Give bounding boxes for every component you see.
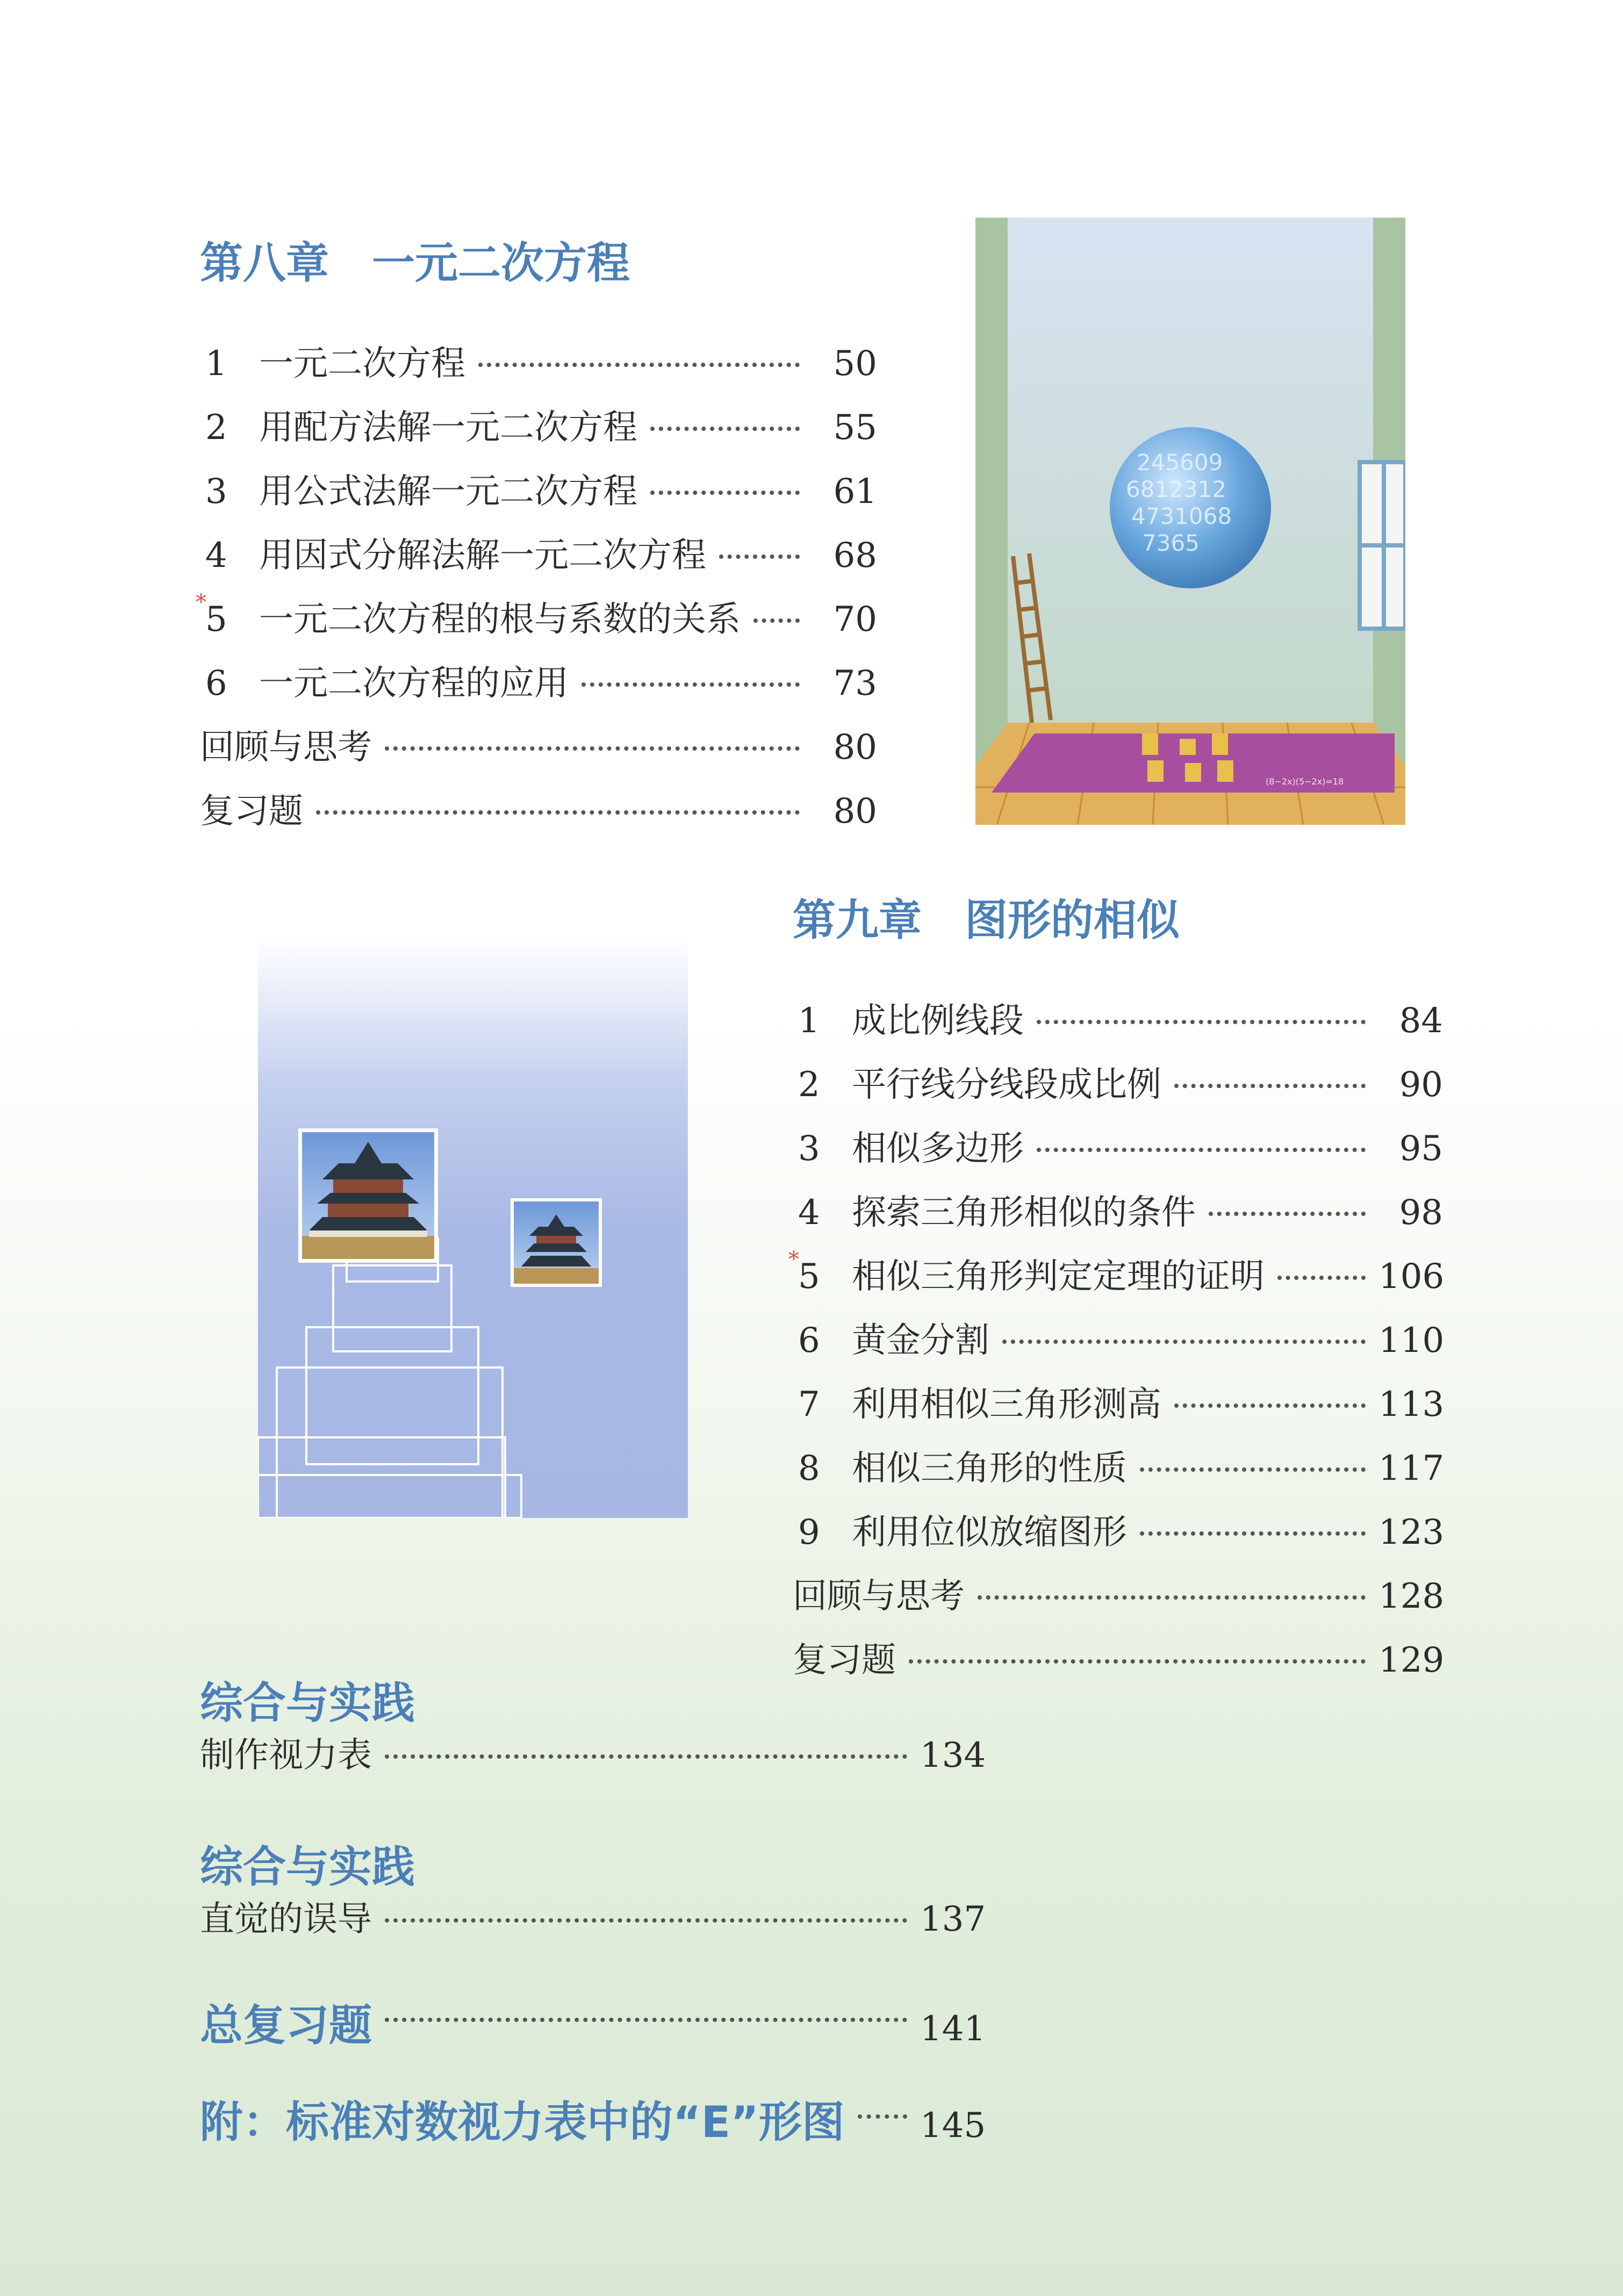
- toc-entry-number-text: 9: [798, 1513, 820, 1552]
- toc-entry-text: 用配方法解一元二次方程: [259, 408, 637, 448]
- toc-entry[interactable]: [793, 993, 1443, 1057]
- toc-entry-text: 黄金分割: [852, 1321, 989, 1361]
- review-entry[interactable]: [200, 1991, 985, 2055]
- toc-entry-number-text: 2: [205, 408, 227, 448]
- leader-dots: [1209, 1212, 1366, 1216]
- appendix-entry[interactable]: [200, 2088, 985, 2152]
- toc-entry-text: 一元二次方程的根与系数的关系: [259, 600, 741, 639]
- toc-entry[interactable]: [200, 464, 877, 528]
- leader-dots: [650, 427, 800, 431]
- toc-entry[interactable]: [793, 1185, 1443, 1249]
- leader-dots: [478, 363, 800, 367]
- toc-entry-page: 61: [833, 472, 877, 512]
- toc-entry-page: 84: [1399, 1001, 1443, 1041]
- leader-dots: [858, 2114, 907, 2119]
- toc-entry-number: [200, 536, 259, 575]
- toc-entry-number-text: 5: [798, 1257, 820, 1297]
- toc-entry-page: 113: [1378, 1385, 1445, 1424]
- toc-entry-text: 一元二次方程: [259, 344, 465, 384]
- toc-entry-text: 利用相似三角形测高: [852, 1385, 1161, 1424]
- toc-entry-text: 平行线分线段成比例: [852, 1065, 1161, 1105]
- toc-entry[interactable]: [793, 1505, 1443, 1568]
- toc-entry-number-text: 7: [798, 1385, 820, 1424]
- leader-dots: [385, 1918, 907, 1923]
- toc-entry-number: [200, 344, 259, 384]
- toc-entry-number: [793, 1321, 852, 1361]
- toc-entry-number: [200, 408, 259, 448]
- toc-entry-page: 80: [833, 728, 877, 767]
- temple-photo-large: [298, 1128, 438, 1263]
- toc-entry[interactable]: [793, 1377, 1443, 1441]
- toc-entry-text: 用因式分解法解一元二次方程: [259, 536, 706, 575]
- leader-dots: [1174, 1084, 1366, 1088]
- toc-entry[interactable]: [200, 400, 877, 464]
- review-page: 141: [920, 2009, 986, 2049]
- toc-entry-page: 128: [1378, 1577, 1445, 1616]
- leader-dots: [978, 1595, 1366, 1600]
- toc-entry-page: 110: [1378, 1321, 1445, 1361]
- toc-entry-number: [200, 472, 259, 512]
- toc-entry-text: 利用位似放缩图形: [852, 1513, 1127, 1552]
- toc-entry-number-text: 4: [798, 1193, 820, 1233]
- toc-entry-text: 成比例线段: [852, 1001, 1024, 1041]
- toc-entry-number-text: 3: [798, 1129, 820, 1169]
- toc-entry-number: [196, 590, 259, 639]
- toc-entry-page: 95: [1399, 1129, 1443, 1169]
- leader-dots: [385, 746, 800, 751]
- leader-dots: [581, 682, 800, 687]
- toc-entry-page: 55: [833, 408, 877, 448]
- toc-entry[interactable]: [200, 336, 877, 400]
- toc-entry-text: 回顾与思考: [793, 1577, 965, 1616]
- chapter-9-title: 第九章 图形的相似: [793, 895, 1180, 945]
- toc-entry-number-text: 3: [205, 472, 227, 512]
- leader-dots: [1140, 1531, 1366, 1536]
- practice-section-2: [200, 1832, 985, 1955]
- leader-dots: [316, 810, 800, 815]
- toc-entry-number-text: 1: [205, 344, 227, 384]
- toc-entry-number-text: 4: [205, 536, 227, 575]
- svg-text:4731068: 4731068: [1131, 503, 1232, 529]
- toc-entry-number-text: 5: [205, 600, 227, 639]
- toc-entry-number-text: 2: [798, 1065, 820, 1105]
- chapter-9-illustration: [258, 938, 688, 1518]
- toc-entry-page: 80: [833, 791, 877, 831]
- toc-entry-page: 70: [833, 600, 877, 639]
- toc-entry-text: 复习题: [793, 1640, 896, 1680]
- toc-entry-number: [793, 1001, 852, 1041]
- svg-text:245609: 245609: [1137, 449, 1223, 476]
- leader-dots: [1174, 1403, 1366, 1408]
- toc-entry[interactable]: [793, 1057, 1443, 1121]
- practice-heading-1: 综合与实践: [200, 1678, 415, 1728]
- temple-photo-small: [511, 1198, 602, 1287]
- leader-dots: [909, 1659, 1366, 1664]
- leader-dots: [1002, 1340, 1366, 1344]
- toc-entry-page: 50: [833, 344, 877, 384]
- toc-entry-number: [788, 1247, 852, 1297]
- toc-entry-page: 68: [833, 536, 877, 575]
- toc-entry-text: 一元二次方程的应用: [259, 664, 569, 703]
- toc-entry-text: 复习题: [200, 791, 303, 831]
- optional-star-mark: *: [788, 1247, 799, 1272]
- toc-entry[interactable]: [200, 656, 877, 719]
- toc-entry-number-text: 8: [798, 1449, 820, 1488]
- leader-dots: [719, 555, 800, 559]
- toc-entry-number: [793, 1193, 852, 1233]
- leader-dots: [1037, 1020, 1366, 1024]
- toc-entry-page: 90: [1399, 1065, 1443, 1105]
- leader-dots: [753, 618, 800, 623]
- toc-entry[interactable]: [200, 783, 877, 847]
- toc-entry-text: 回顾与思考: [200, 728, 372, 767]
- toc-entry-number-text: 6: [205, 664, 227, 703]
- toc-entry[interactable]: [793, 1441, 1443, 1505]
- optional-star-mark: *: [196, 590, 206, 615]
- appendix-page: 145: [920, 2106, 986, 2146]
- toc-entry-page: 129: [1378, 1640, 1445, 1680]
- practice-heading-2: 综合与实践: [200, 1842, 415, 1892]
- svg-text:6812312: 6812312: [1126, 476, 1227, 502]
- toc-entry-number-text: 6: [798, 1321, 820, 1361]
- chapter-8-illustration: [975, 218, 1405, 825]
- toc-entry-text: 相似三角形的性质: [852, 1449, 1127, 1488]
- leader-dots: [1140, 1467, 1366, 1472]
- leader-dots: [1277, 1276, 1366, 1280]
- chapter-8-title: 第八章 一元二次方程: [200, 238, 630, 288]
- practice-section-1: [200, 1668, 985, 1791]
- toc-entry-page: 123: [1378, 1513, 1445, 1552]
- toc-entry-number: [793, 1449, 852, 1488]
- chapter-9-toc: [788, 993, 1445, 1696]
- chapter-8-toc: [196, 336, 877, 847]
- toc-entry[interactable]: [793, 1568, 1443, 1632]
- toc-entry-text: 相似多边形: [852, 1129, 1024, 1169]
- toc-entry[interactable]: [200, 528, 877, 592]
- appendix-heading: 附：标准对数视力表中的“E”形图: [200, 2097, 845, 2147]
- practice-entry-2[interactable]: [200, 1891, 985, 1955]
- toc-entry-number: [793, 1065, 852, 1105]
- toc-entry-page: 137: [920, 1899, 986, 1939]
- toc-entry-page: 98: [1399, 1193, 1443, 1233]
- svg-text:7365: 7365: [1142, 530, 1200, 556]
- toc-entry-number: [793, 1129, 852, 1169]
- toc-entry-page: 106: [1378, 1257, 1445, 1297]
- toc-entry-number-text: 1: [798, 1001, 820, 1041]
- toc-entry-text: 直觉的误导: [200, 1899, 372, 1939]
- leader-dots: [1037, 1148, 1366, 1152]
- toc-entry-page: 134: [920, 1736, 986, 1775]
- toc-entry[interactable]: [793, 1121, 1443, 1185]
- toc-entry-text: 相似三角形判定定理的证明: [852, 1257, 1265, 1297]
- illustration-formula: (8−2x)(5−2x)=18: [1266, 776, 1344, 787]
- toc-entry-text: 探索三角形相似的条件: [852, 1193, 1196, 1233]
- toc-entry[interactable]: [200, 719, 877, 783]
- practice-entry-1[interactable]: [200, 1728, 985, 1791]
- leader-dots: [385, 1754, 907, 1759]
- toc-entry[interactable]: [793, 1313, 1443, 1377]
- toc-entry-number: [793, 1385, 852, 1424]
- toc-entry-text: 用公式法解一元二次方程: [259, 472, 637, 512]
- toc-entry-number: [793, 1513, 852, 1552]
- toc-entry[interactable]: [196, 590, 877, 656]
- toc-entry-text: 制作视力表: [200, 1736, 372, 1775]
- toc-entry-number: [200, 664, 259, 703]
- toc-entry-page: 73: [833, 664, 877, 703]
- toc-entry[interactable]: [788, 1247, 1445, 1313]
- toc-entry-page: 117: [1378, 1449, 1445, 1488]
- leader-dots: [385, 2018, 907, 2022]
- review-heading: 总复习题: [200, 2000, 372, 2050]
- leader-dots: [650, 491, 800, 495]
